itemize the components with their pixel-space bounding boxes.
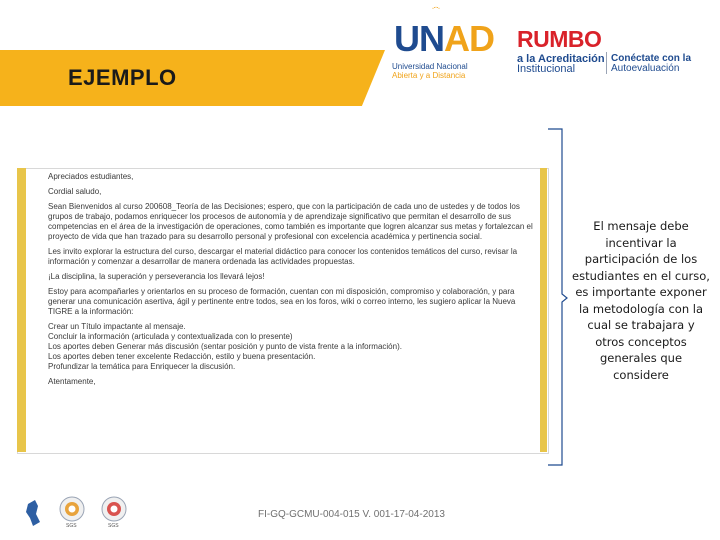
sgs-seal-icon [60,497,84,521]
rumbo-logo-line3: Institucional [517,63,576,75]
email-greeting: Apreciados estudiantes, [48,172,134,181]
email-left-border [17,168,26,452]
rumbo-logo-line2: a la Acreditación [517,53,605,65]
page-title: EJEMPLO [68,65,177,90]
rumbo-logo-autoeval: Autoevaluación [611,63,680,74]
unad-logo-word: UNAD [394,18,494,59]
email-salute: Cordial saludo, [48,187,102,196]
svg-text:SGS: SGS [108,523,119,529]
callout-text: El mensaje debe incentivar la participación de los estudiantes en el curso, es importante exponer la metodología con la cual se trabajara y otros conceptos generales que considere [572,219,710,382]
email-list-item: Profundizar la temática para Enriquecer la discusión. [48,362,236,371]
certification-logos [22,494,137,530]
email-list-item: Los aportes deben tener excelente Redacción, estilo y buena presentación. [48,352,316,361]
rumbo-logo-word: RUMBO [517,26,602,52]
unad-logo-subtitle: Universidad Nacional Abierta y a Distancia [392,62,468,80]
header-banner [0,50,385,106]
email-closing: Atentamente, [48,377,96,386]
email-paragraph-4: Estoy para acompañarles y orientarlos en su proceso de formación, cuentan con mi disposición, compromiso y colaboración, y para generar una comunicación asertiva, ágil y pertinente entre todos, sea en los foros, wiki o correo interno, les sugiero aplicar la Nueva TIGRE a la información: [48,287,516,316]
document-code: FI-GQ-GCMU-004-015 V. 001-17-04-2013 [258,509,445,520]
rumbo-logo-connect: Conéctate con la [611,53,692,64]
email-list-item: Los aportes deben Generar más discusión (sentar posición y punto de vista frente a la información). [48,342,402,351]
sgs-seal-icon [102,497,126,521]
bracket-connector [548,128,568,466]
email-list-item: Concluir la información (articulada y contextualizada con lo presente) [48,332,293,341]
email-body [48,172,538,392]
email-paragraph-1: Sean Bienvenidos al curso 200608_Teoría de las Decisiones; espero, que con la participación de cada uno de ustedes y de todos los grupos de trabajo, podamos enriquecer los procesos de autonomía y de aprendizaje significativo que permitan el desarrollo de sus competencias en el área de la investigación de operaciones, como también es importante que logren alcanzar sus metas y fortalezcan el proyecto de vida que han trazado para su desarrollo personal y profesional con excelencia académica y pertinencia social. [48,202,533,241]
svg-text:SGS: SGS [66,523,77,529]
email-right-border [540,168,547,452]
email-paragraph-2: Les invito explorar la estructura del curso, descargar el material didáctico para conocer los contenidos temáticos del curso, revisar la información y comenzar a desarrollar de manera ordenada las actividades propuestas. [48,247,518,266]
colombia-map-icon [26,500,40,526]
rumbo-logo-separator [606,52,607,74]
email-paragraph-3: ¡La disciplina, la superación y perseverancia los llevará lejos! [48,272,265,281]
email-list-item: Crear un Título impactante al mensaje. [48,322,186,331]
